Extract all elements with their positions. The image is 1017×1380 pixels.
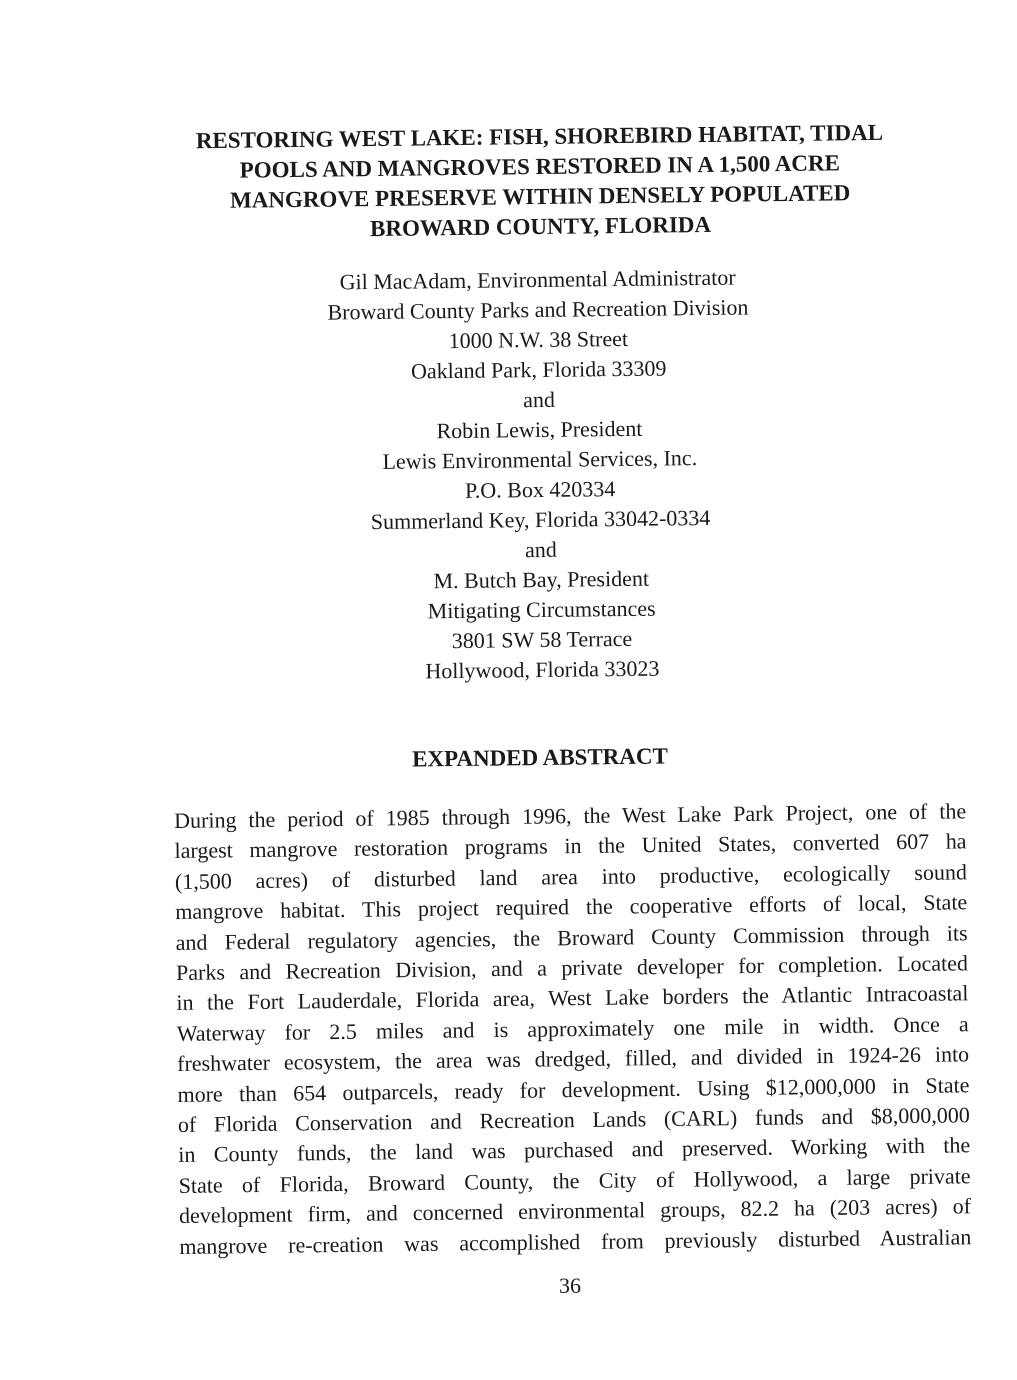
title-line: BROWARD COUNTY, FLORIDA — [369, 211, 712, 242]
author-line: 1000 N.W. 38 Street — [448, 325, 629, 354]
abstract-line: freshwater ecosystem, the area was dredged, filled, and divided in 1924-26 into — [176, 1041, 970, 1077]
abstract-line: and Federal regulatory agencies, the Broward County Commission through its — [175, 919, 968, 955]
section-heading: EXPANDED ABSTRACT — [411, 743, 669, 772]
abstract-line: During the period of 1985 through 1996, the West Lake Park Project, one of the — [174, 798, 967, 833]
abstract-line: in County funds, the land was purchased and preserved. Working with the — [178, 1132, 971, 1168]
author-line: Gil MacAdam, Environmental Administrator — [339, 264, 736, 295]
author-line: and — [523, 386, 556, 413]
author-line: Lewis Environmental Services, Inc. — [382, 445, 698, 474]
abstract-line: largest mangrove restoration programs in the United States, converted 607 ha — [174, 828, 967, 864]
abstract-line: mangrove habitat. This project required the cooperative efforts of local, State — [175, 889, 968, 925]
author-line: and — [524, 536, 557, 563]
author-line: 3801 SW 58 Terrace — [451, 625, 633, 654]
author-line: Oakland Park, Florida 33309 — [410, 355, 667, 384]
abstract-body — [174, 796, 972, 1262]
abstract-line: more than 654 outparcels, ready for development. Using $12,000,000 in State — [177, 1071, 970, 1107]
abstract-line: Waterway for 2.5 miles and is approximately one mile in width. Once a — [176, 1011, 969, 1046]
author-line: P.O. Box 420334 — [464, 476, 616, 503]
abstract-line: (1,500 acres) of disturbed land area into productive, ecologically sound — [174, 859, 968, 894]
title-line: MANGROVE PRESERVE WITHIN DENSELY POPULATED — [229, 180, 851, 213]
abstract-line: Parks and Recreation Division, and a private developer for completion. Located — [175, 950, 969, 986]
author-line: Mitigating Circumstances — [427, 595, 656, 624]
author-line: M. Butch Bay, President — [433, 565, 650, 594]
title-line: POOLS AND MANGROVES RESTORED IN A 1,500 ACRE — [239, 150, 841, 183]
author-line: Summerland Key, Florida 33042-0334 — [370, 504, 711, 535]
title-line: RESTORING WEST LAKE: FISH, SHOREBIRD HABITAT, TIDAL — [195, 119, 884, 154]
abstract-line: State of Florida, Broward County, the City of Hollywood, a large private — [178, 1163, 971, 1198]
author-block — [157, 260, 922, 689]
author-line: Hollywood, Florida 33023 — [425, 655, 660, 684]
author-line: Robin Lewis, President — [436, 415, 643, 444]
page-number: 36 — [559, 1273, 581, 1298]
abstract-line: mangrove re-creation was accomplished from previously disturbed Australian — [179, 1223, 972, 1259]
abstract-line: of Florida Conservation and Recreation Lands (CARL) funds and $8,000,000 — [177, 1102, 970, 1138]
abstract-line: in the Fort Lauderdale, Florida area, West Lake borders the Atlantic Intracoastal — [176, 980, 969, 1016]
author-line: Broward County Parks and Recreation Division — [327, 294, 749, 325]
abstract-line: development firm, and concerned environmental groups, 82.2 ha (203 acres) of — [178, 1193, 972, 1229]
paper-title — [139, 117, 940, 247]
